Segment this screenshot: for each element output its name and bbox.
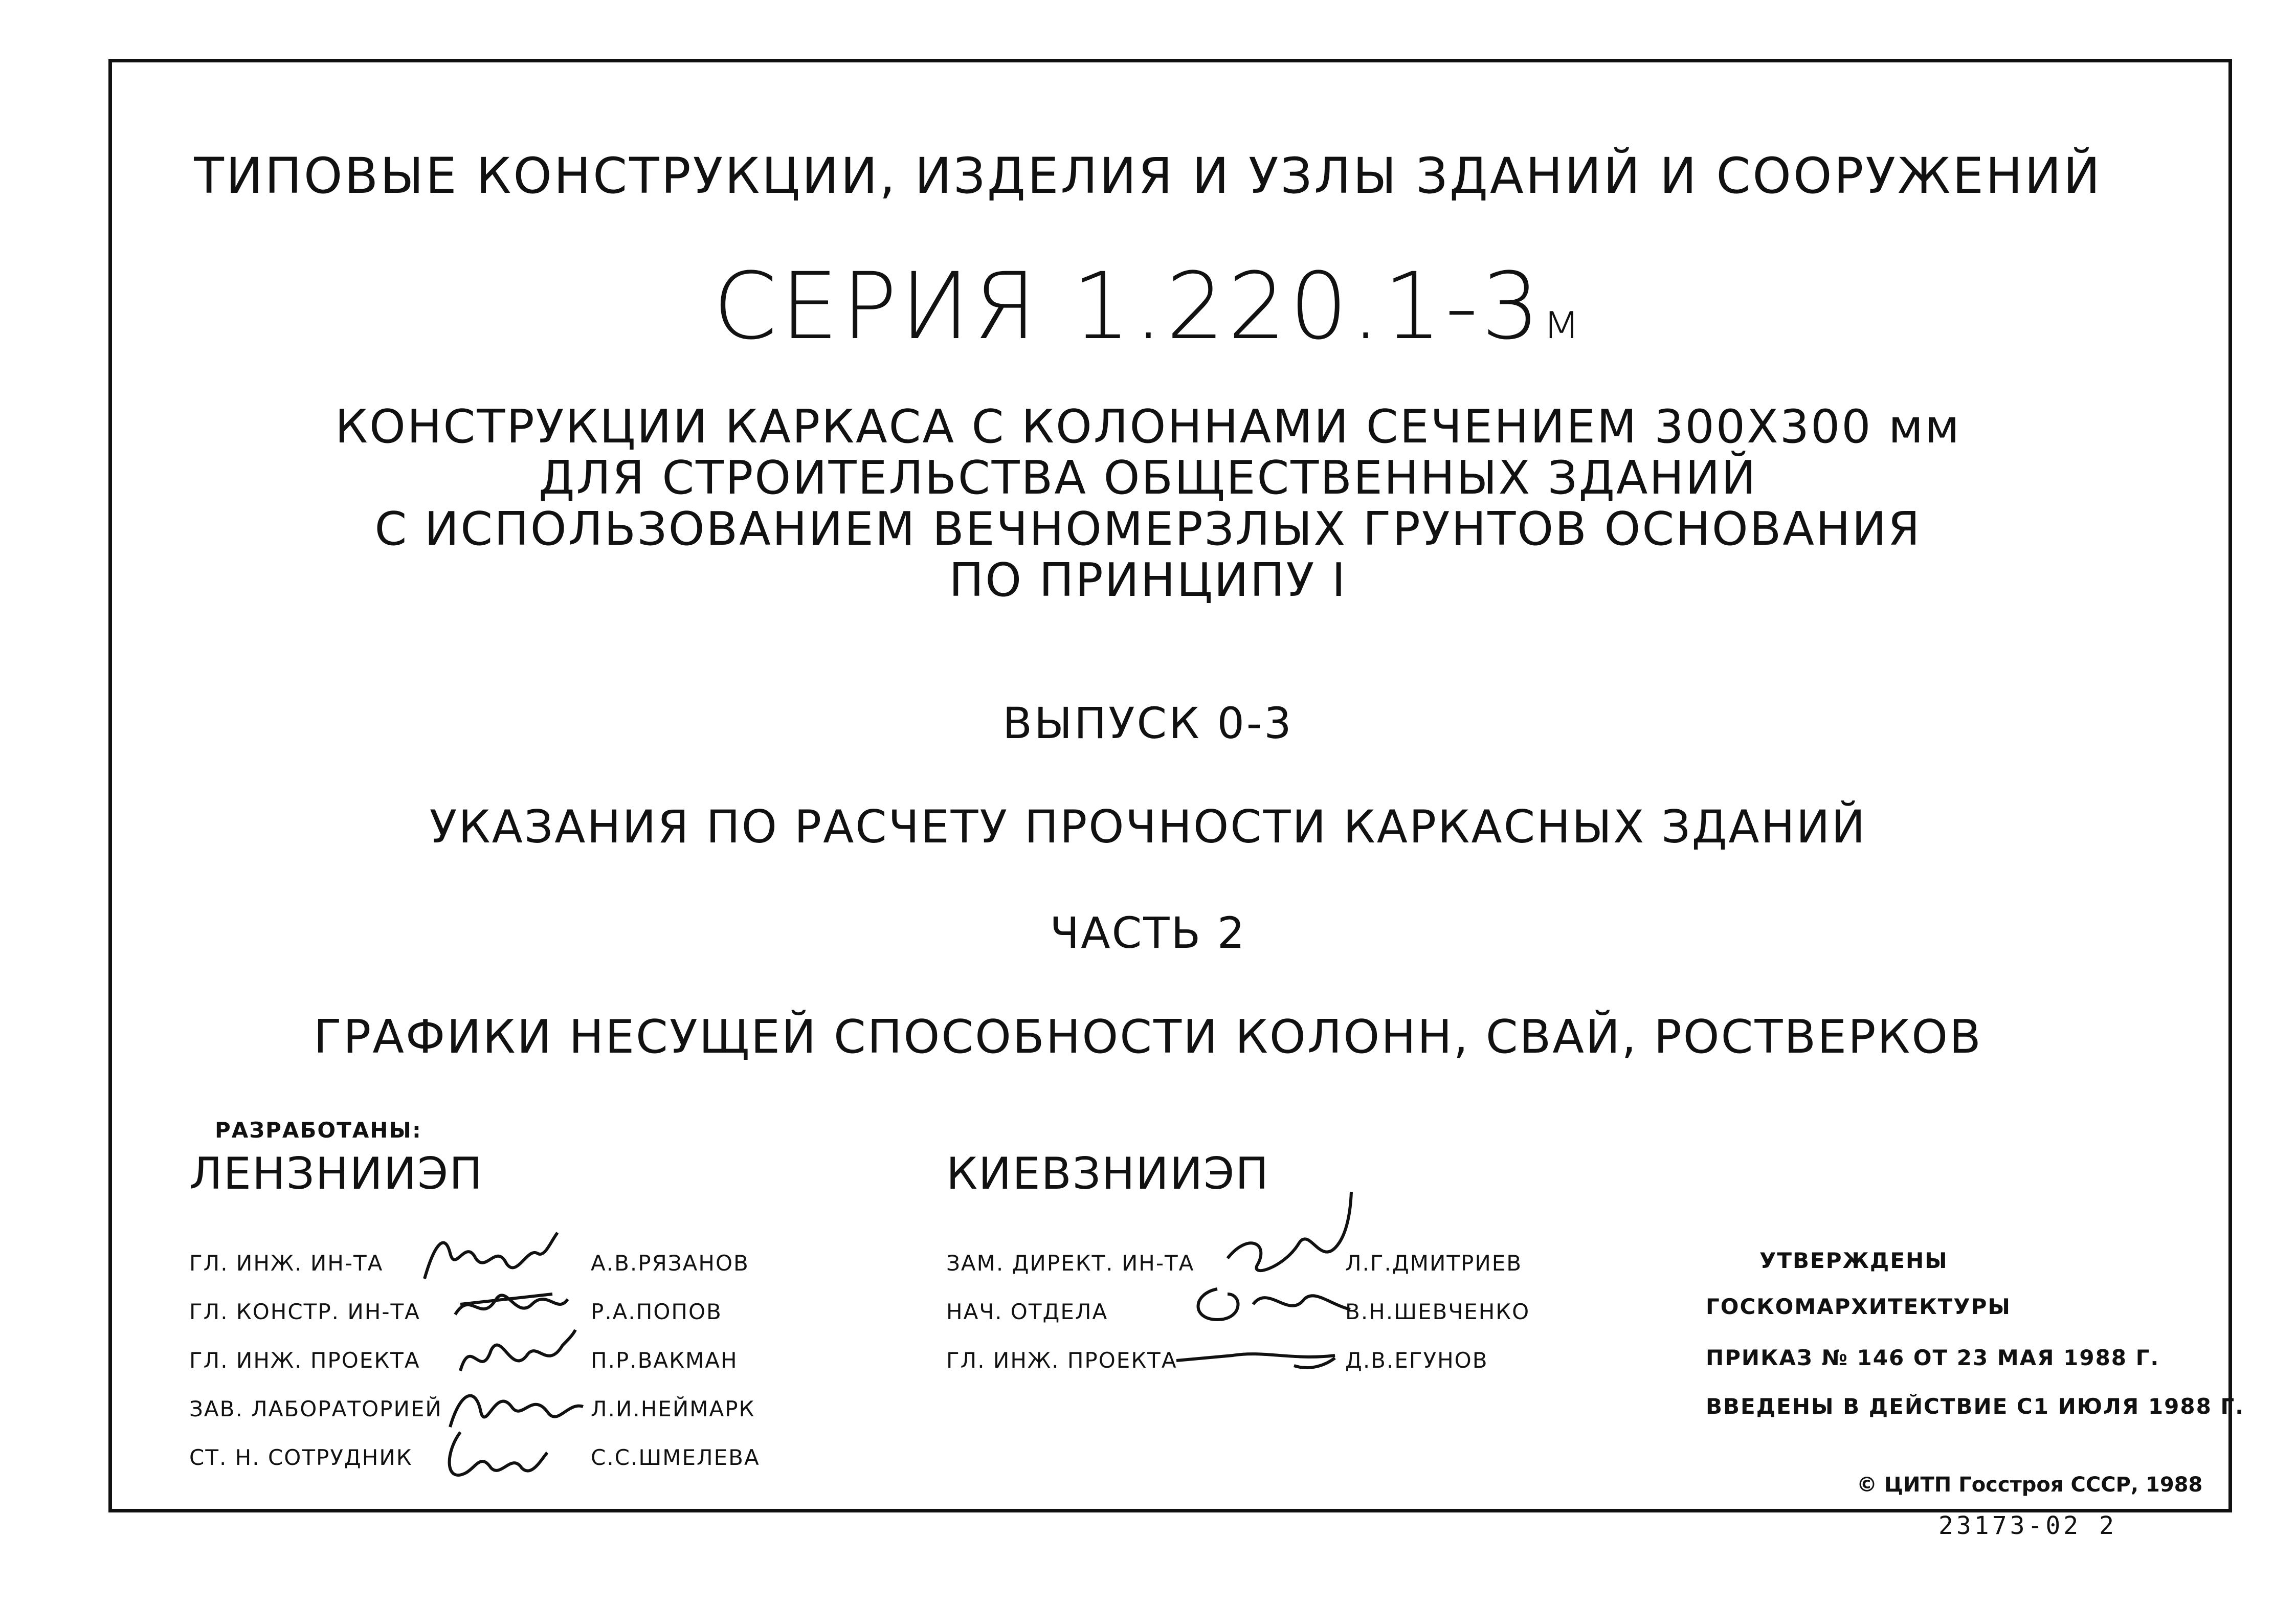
copyright: © ЦИТП Госстроя СССР, 1988 <box>1857 1473 2203 1497</box>
developed-label: РАЗРАБОТАНЫ: <box>215 1118 422 1143</box>
issue-label: ВЫПУСК 0-3 <box>1002 698 1294 748</box>
signature-shmeleva <box>440 1422 552 1488</box>
org2-person: В.Н.ШЕВЧЕНКО <box>1345 1299 1530 1324</box>
org1-role: ГЛ. ИНЖ. ПРОЕКТА <box>189 1348 420 1373</box>
instructions-title: УКАЗАНИЯ ПО РАСЧЕТУ ПРОЧНОСТИ КАРКАСНЫХ ЗДАНИЙ <box>429 800 1867 853</box>
org2-name: КИЕВЗНИИЭП <box>946 1148 1269 1199</box>
series-title <box>0 253 2296 360</box>
graphs-title: ГРАФИКИ НЕСУЩЕЙ СПОСОБНОСТИ КОЛОНН, СВАЙ, РОСТВЕРКОВ <box>314 1010 1982 1064</box>
part-label: ЧАСТЬ 2 <box>1050 908 1246 958</box>
org1-role: ЗАВ. ЛАБОРАТОРИЕЙ <box>189 1396 442 1421</box>
signature-shevchenko <box>1187 1274 1355 1330</box>
description-line: ДЛЯ СТРОИТЕЛЬСТВА ОБЩЕСТВЕННЫХ ЗДАНИЙ <box>539 451 1757 505</box>
org1-person: Л.И.НЕЙМАРК <box>591 1396 755 1421</box>
org1-role: ГЛ. КОНСТР. ИН-ТА <box>189 1299 420 1324</box>
org2-role: ГЛ. ИНЖ. ПРОЕКТА <box>946 1348 1177 1373</box>
approval-line3: ПРИКАЗ № 146 ОТ 23 МАЯ 1988 Г. <box>1706 1345 2160 1370</box>
series-description <box>0 402 2296 606</box>
org1-person: С.С.ШМЕЛЕВА <box>591 1445 760 1470</box>
series-label: СЕРИЯ 1.220.1-3 <box>712 253 1543 360</box>
org1-role: СТ. Н. СОТРУДНИК <box>189 1445 413 1470</box>
org2-role: НАЧ. ОТДЕЛА <box>946 1299 1108 1324</box>
approval-line2: ГОСКОМАРХИТЕКТУРЫ <box>1706 1294 2011 1319</box>
description-line: С ИСПОЛЬЗОВАНИЕМ ВЕЧНОМЕРЗЛЫХ ГРУНТОВ ОСНОВАНИЯ <box>374 502 1922 556</box>
org1-name: ЛЕНЗНИИЭП <box>189 1148 483 1199</box>
org1-role: ГЛ. ИНЖ. ИН-ТА <box>189 1251 384 1276</box>
footer-code: 23173-02 2 <box>1938 1511 2117 1540</box>
general-title: ТИПОВЫЕ КОНСТРУКЦИИ, ИЗДЕЛИЯ И УЗЛЫ ЗДАНИЙ И СООРУЖЕНИЙ <box>194 147 2102 205</box>
signature-dmitriev <box>1217 1187 1361 1284</box>
org2-person: Л.Г.ДМИТРИЕВ <box>1345 1251 1523 1276</box>
approval-line4: ВВЕДЕНЫ В ДЕЙСТВИЕ С1 ИЮЛЯ 1988 Г. <box>1706 1394 2245 1419</box>
org1-person: Р.А.ПОПОВ <box>591 1299 722 1324</box>
description-line: КОНСТРУКЦИИ КАРКАСА С КОЛОННАМИ СЕЧЕНИЕМ 300Х300 мм <box>335 400 1961 454</box>
org2-person: Д.В.ЕГУНОВ <box>1345 1348 1488 1373</box>
approval-line1: УТВЕРЖДЕНЫ <box>1759 1248 1948 1273</box>
description-line: ПО ПРИНЦИПУ I <box>949 553 1347 607</box>
signature-egunov <box>1171 1335 1345 1381</box>
org1-person: П.Р.ВАКМАН <box>591 1348 738 1373</box>
org1-person: А.В.РЯЗАНОВ <box>591 1251 749 1276</box>
series-suffix: м <box>1543 293 1584 350</box>
org2-role: ЗАМ. ДИРЕКТ. ИН-ТА <box>946 1251 1195 1276</box>
